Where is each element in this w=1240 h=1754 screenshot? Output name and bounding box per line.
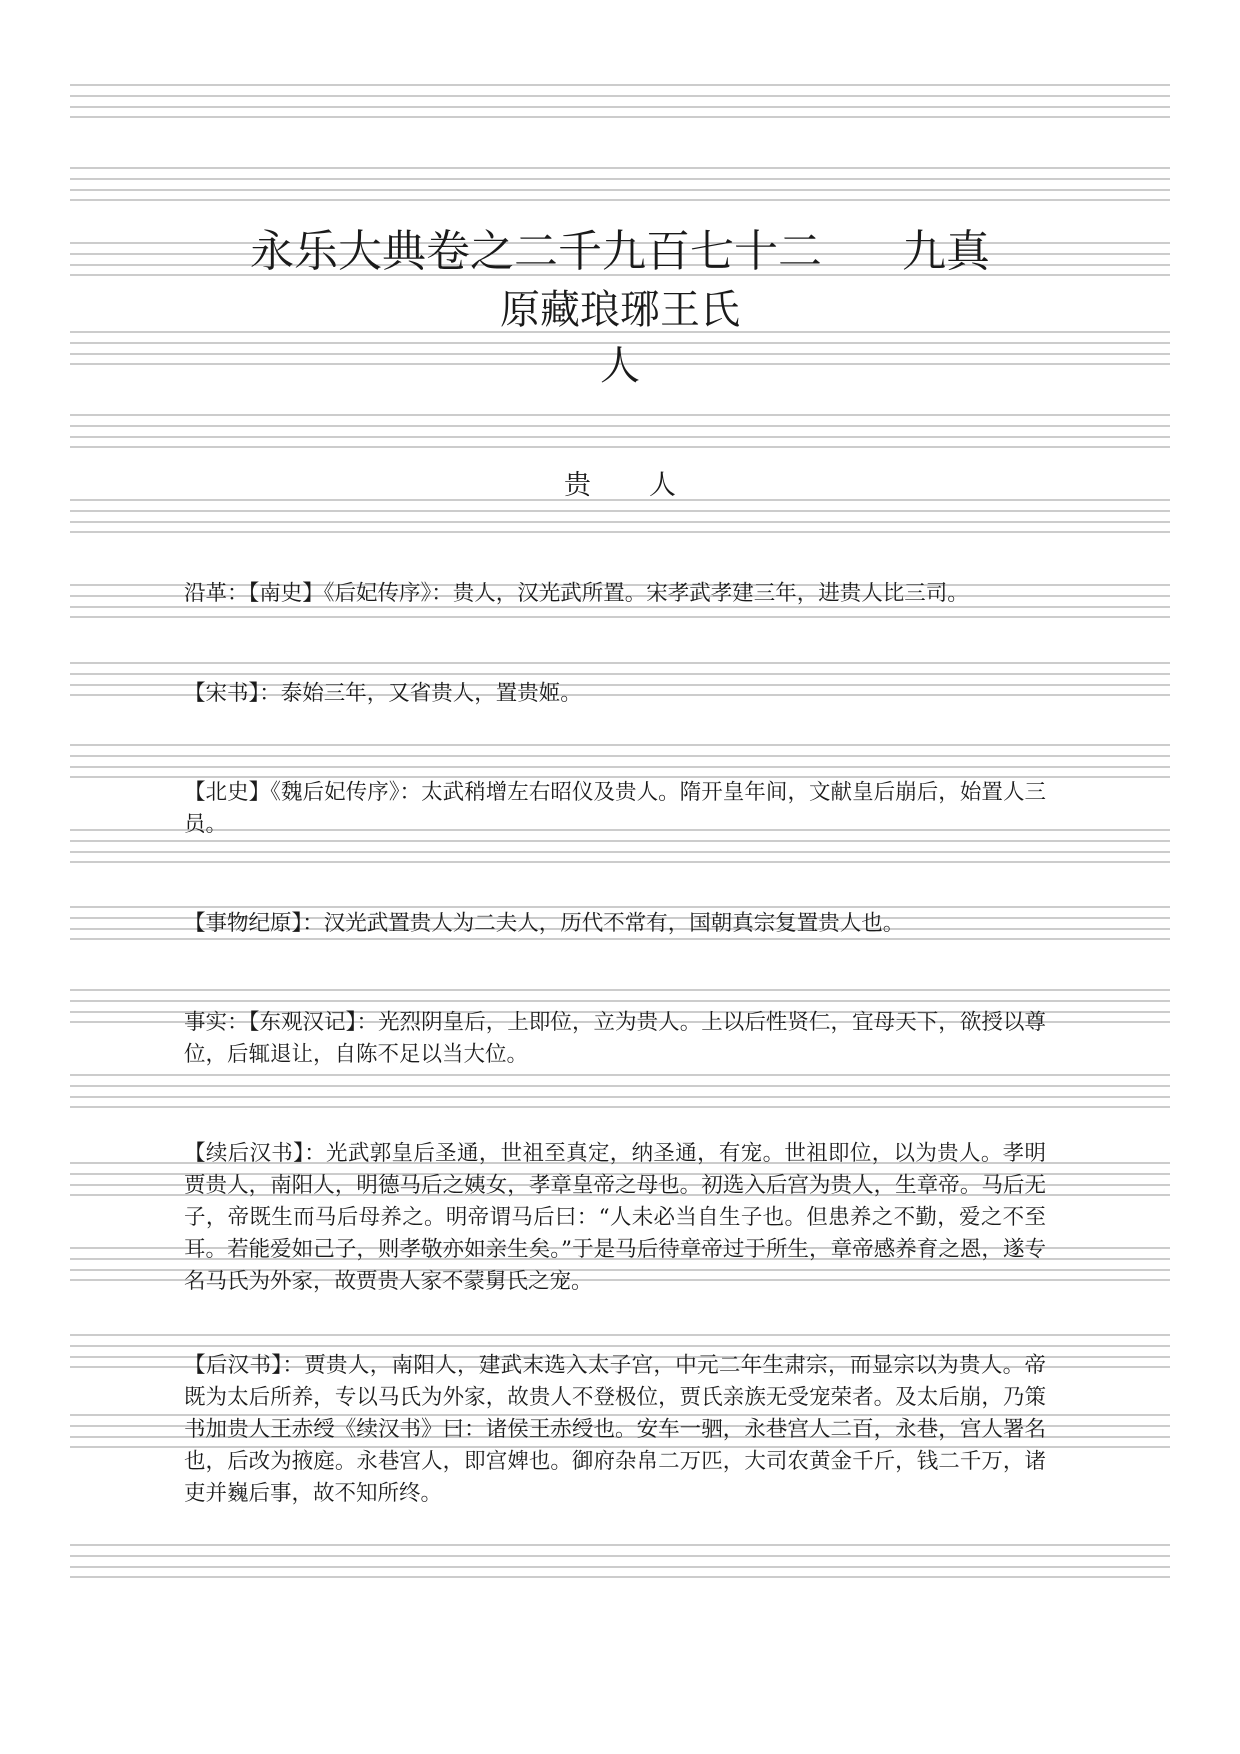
paragraph-houhanshu: 【后汉书】：贾贵人，南阳人，建武末选入太子宫，中元二年生肃宗，而显宗以为贵人。帝既为太后所养，专以马氏为外家，故贵人不登极位，贾氏亲族无受宠荣者。及太后崩，乃策书加贵人王赤绶《续汉书》曰：诸侯王赤绶也。安车一驷，永巷宫人二百，永巷，宫人署名也，后改为掖庭。永巷宫人，即宫婢也。御府杂帛二万匹，大司农黄金千斤，钱二千万，诸吏并巍后事，故不知所终。: [184, 1353, 1046, 1506]
volume-title: [0, 222, 1240, 282]
section-heading-right: 人: [649, 470, 676, 501]
paragraph-shiwu-jiyuan: 【事物纪原】：汉光武置贵人为二夫人，历代不常有，国朝真宗复置贵人也。: [184, 911, 905, 936]
paragraph-beishi: 【北史】《魏后妃传序》：太武稍增左右昭仪及贵人。隋开皇年间，文献皇后崩后，始置人三员。: [184, 780, 1046, 837]
paragraph-facts-dongguan: 事实：【东观汉记】：光烈阴皇后，上即位，立为贵人。上以后性贤仁，宜母天下，欲授以尊位，后辄退让，自陈不足以当大位。: [184, 1010, 1046, 1067]
section-heading: [0, 466, 1240, 506]
category-title: 人: [600, 343, 640, 389]
volume-title-rhyme: 九真: [902, 226, 990, 277]
volume-title-main: 永乐大典卷之二千九百七十二: [250, 226, 822, 277]
section-heading-left: 贵: [564, 470, 591, 501]
collection-note: 原藏琅琊王氏: [500, 287, 740, 333]
paragraph-xu-houhanshu: 【续后汉书】：光武郭皇后圣通，世祖至真定，纳圣通，有宠。世祖即位，以为贵人。孝明贾贵人，南阳人，明德马后之姨女，孝章皇帝之母也。初选入后宫为贵人，生章帝。马后无子，帝既生而马后母养之。明帝谓马后曰：“人未必当自生子也。但患养之不勤，爱之不至耳。若能爱如己子，则孝敬亦如亲生矣。”于是马后待章帝过于所生，章帝感养育之恩，遂专名马氏为外家，故贾贵人家不蒙舅氏之宠。: [184, 1141, 1046, 1294]
paragraph-songshu: 【宋书】：泰始三年，又省贵人，置贵姬。: [184, 681, 582, 706]
paragraph-evolution-nanshi: 沿革：【南史】《后妃传序》：贵人，汉光武所置。宋孝武孝建三年，进贵人比三司。: [184, 581, 969, 606]
